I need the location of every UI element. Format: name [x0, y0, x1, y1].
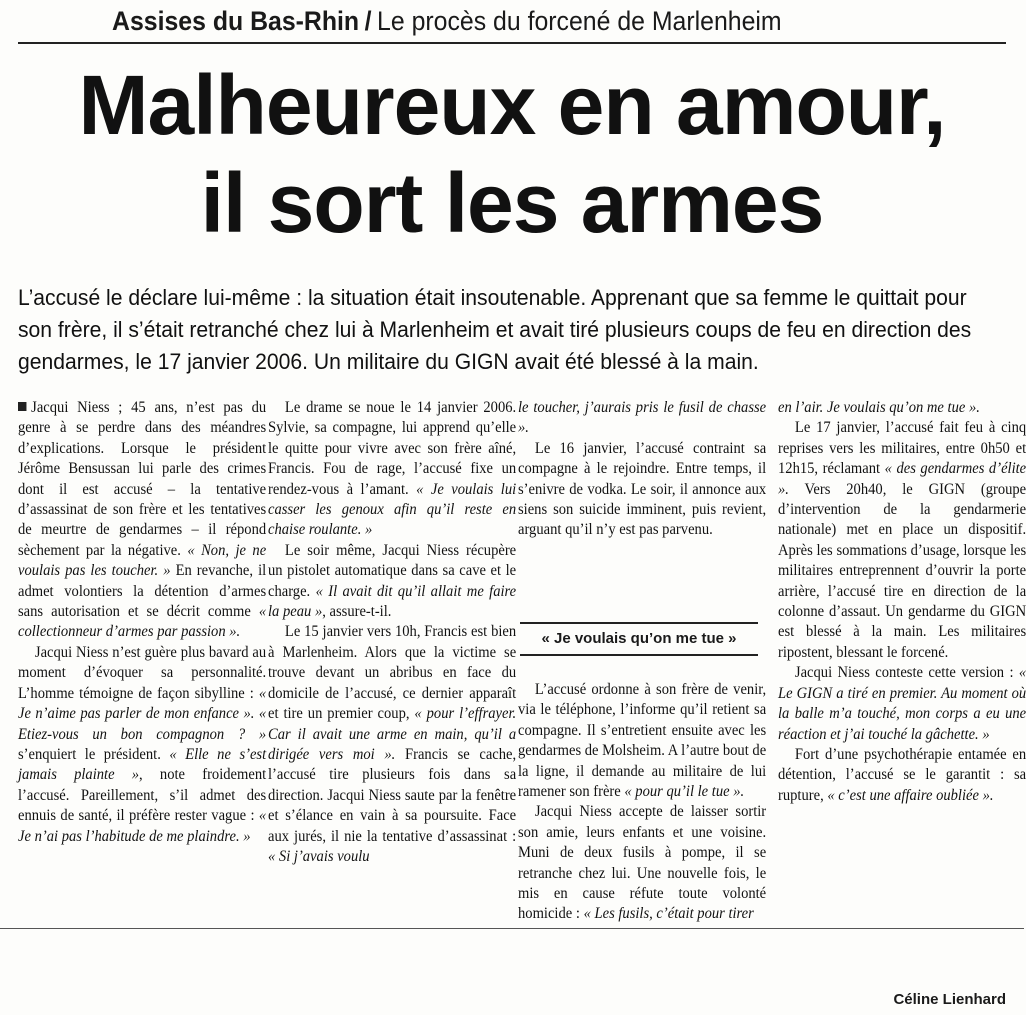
subhead-rule-bottom: [520, 654, 758, 656]
lede-line-1: L’accusé le déclare lui-même : la situation était insoutenable. Apprenant que sa femme le quittait pour: [18, 285, 967, 310]
paragraph: [778, 398, 1026, 418]
column-4: [778, 398, 1026, 806]
quote: « Elle ne s’est jamais plainte »: [18, 745, 267, 784]
subhead-box: [520, 622, 758, 656]
quote: « Les fusils, c’était pour tirer: [583, 905, 754, 923]
quote: le toucher, j’aurais pris le fusil de chasse ».: [518, 399, 767, 437]
paragraph-text: Jacqui Niess n’est guère plus bavard au moment d’évoquer sa personnalité. L’homme témoigne de façon sibylline :: [18, 643, 267, 702]
section-label: Assises du Bas-Rhin: [112, 6, 360, 36]
quote: « c’est une affaire oubliée ».: [827, 786, 994, 804]
quote: « Non, je ne voulais pas les toucher. »: [18, 541, 267, 580]
quote: « Je n’aime pas parler de mon enfance ». « Etiez-vous un bon compagnon ? »: [18, 684, 267, 743]
paragraph-text: , assure-t-il.: [322, 603, 392, 621]
paragraph: [18, 643, 266, 847]
paragraph: [518, 802, 766, 924]
quote: « collectionneur d’armes par passion ».: [18, 603, 267, 641]
paragraph-text: Jacqui Niess ; 45 ans, n’est pas du genre à se perdre dans des méandres d’explications. Lorsque le président Jérôme Bensussan lui parle des crimes dont il est accusé – la tentative d’assassinat de son frère et les tentatives de meurtre de gendarmes – il répond sèchement par la négative.: [18, 399, 267, 559]
paragraph-text: Le drame se noue le 14 janvier 2006. Sylvie, sa compagne, lui apprend qu’elle le quitte pour vivre avec son frère aîné, Francis. Fou de rage, l’accusé fixe un rendez-vous à l’amant.: [268, 399, 517, 498]
square-bullet-icon: [18, 402, 26, 411]
headline-line-2: il sort les armes: [200, 156, 824, 250]
lede: [18, 282, 1016, 378]
headline: [10, 56, 1014, 252]
topic-label: Le procès du forcené de Marlenheim: [377, 6, 782, 36]
paragraph: [778, 418, 1026, 663]
paragraph: [518, 398, 766, 439]
column-3: [518, 398, 766, 541]
paragraph: [268, 398, 516, 541]
quote: « Il avait dit qu’il allait me faire la peau »: [268, 582, 517, 621]
column-2: [268, 398, 516, 867]
quote: « des gendarmes d’élite ».: [778, 460, 1026, 498]
paragraph-text: Le 17 janvier, l’accusé fait feu à cinq reprises vers les militaires, entre 0h50 et 12h15, réclamant: [778, 419, 1026, 478]
paragraph: [518, 439, 766, 541]
subhead: « Je voulais qu’on me tue »: [541, 630, 737, 647]
quote: « Le GIGN a tiré en premier. Au moment où la balle m’a touché, mon corps a eu une réaction et j’ai touché la gâchette. »: [778, 664, 1026, 743]
headline-line-1: Malheureux en amour,: [78, 58, 946, 152]
page-fold-line: [0, 928, 1024, 929]
paragraph-text: Le 15 janvier vers 10h, Francis est bien à Marlenheim. Alors que la victime se trouve devant un abribus en face du domicile de l’accusé, ce dernier apparaît et tire un premier coup,: [268, 623, 517, 723]
quote: en l’air. Je voulais qu’on me tue ».: [778, 399, 980, 416]
lede-line-2: son frère, il s’était retranché chez lui à Marlenheim et avait tiré plusieurs coups de feu en direction des: [18, 317, 972, 342]
column-1: [18, 398, 266, 847]
quote: « pour l’effrayer. Car il avait une arme en main, qu’il a dirigée vers moi ».: [268, 705, 517, 763]
paragraph-text: L’accusé ordonne à son frère de venir, via le téléphone, l’informe qu’il retient sa compagne. Il s’entretient ensuite avec les gendarmes de Molsheim. A l’autre bout de la ligne, il demande au militaire de lui ramener son frère: [518, 681, 767, 801]
paragraph-text: Jacqui Niess accepte de laisser sortir son amie, leurs enfants et une voisine. Muni de deux fusils à pompe, il se retranche chez lui. Une nouvelle fois, le mis en cause réfute toute volonté homicide :: [518, 803, 767, 923]
kicker-rule: [18, 42, 1006, 44]
article-kicker: [112, 4, 922, 38]
paragraph: [778, 745, 1026, 806]
paragraph-text: Francis se cache, l’accusé tire plusieurs fois dans sa direction. Jacqui Niess saute par la fenêtre et s’élance en vain à sa poursuite. Face aux jurés, il nie la tentative d’assassinat :: [268, 745, 517, 845]
paragraph-text: Vers 20h40, le GIGN (groupe d’intervention de la gendarmerie nationale) met en place un dispositif. Après les sommations d’usage, lorsque les militaires entreprennent d’ouvrir la porte arrière, l’accusé tire en direction de la colonne d’assaut. Un gendarme du GIGN est blessé à la main. Les militaires ripostent, blessant le forcené.: [778, 480, 1026, 661]
paragraph-text: , note froidement l’accusé. Pareillement, s’il admet des ennuis de santé, il préfère rester vague :: [18, 766, 267, 825]
quote: « pour qu’il le tue ».: [624, 783, 745, 801]
lede-line-3: gendarmes, le 17 janvier 2006. Un militaire du GIGN avait été blessé à la main.: [18, 349, 759, 374]
quote: « Je voulais lui casser les genoux afin qu’il reste en chaise roulante. »: [268, 480, 517, 539]
paragraph-text: Le soir même, Jacqui Niess récupère un pistolet automatique dans sa cave et le charge.: [268, 541, 517, 600]
paragraph: [778, 663, 1026, 745]
paragraph: [268, 541, 516, 623]
paragraph-text: En revanche, il admet volontiers la détention d’armes sans autorisation et se décrit comme: [18, 562, 267, 621]
paragraph: [268, 622, 516, 867]
column-3-continued: [518, 680, 766, 925]
paragraph: [518, 680, 766, 802]
kicker-separator: /: [364, 6, 372, 36]
quote: « Si j’avais voulu: [268, 847, 370, 865]
paragraph-text: s’enquiert le président.: [18, 745, 170, 763]
paragraph-text: Le 16 janvier, l’accusé contraint sa compagne à le rejoindre. Entre temps, il s’enivre de vodka. Le soir, il annonce aux siens son suicide imminent, puis revient, arguant qu’il n’y est pas parvenu.: [518, 439, 767, 539]
quote: « Je n’ai pas l’habitude de me plaindre. »: [18, 807, 267, 845]
paragraph-text: Fort d’une psychothérapie entamée en détention, l’accusé se le garantit : sa rupture,: [778, 745, 1026, 804]
paragraph: [18, 398, 266, 643]
author-signature: Céline Lienhard: [893, 991, 1006, 1008]
paragraph-text: Jacqui Niess conteste cette version :: [794, 664, 1019, 682]
